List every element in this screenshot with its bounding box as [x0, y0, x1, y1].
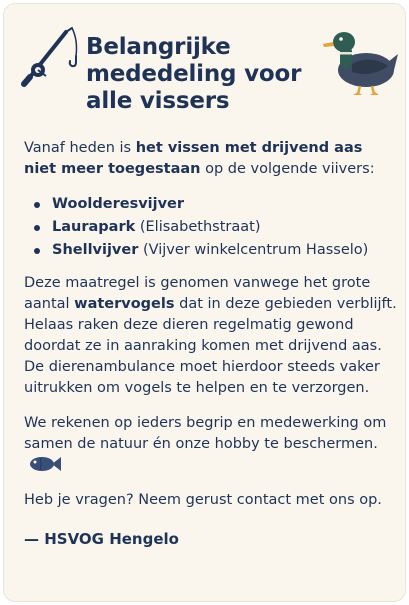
fish-icon: [28, 455, 62, 473]
signature: — HSVOG Hengelo: [24, 530, 179, 548]
fishing-rod-icon: [18, 26, 82, 90]
header: [4, 4, 405, 134]
contact-paragraph: Heb je vragen? Neem gerust contact met ons op.: [24, 492, 382, 508]
page-title: Belangrijke mededeling voor alle vissers: [86, 34, 302, 114]
notice-card: [3, 3, 406, 602]
notice-body: [24, 138, 399, 550]
appeal-paragraph: We rekenen op ieders begrip en medewerking om samen de natuur én onze hobby te beschermen.: [24, 413, 399, 476]
bullet-icon: [34, 248, 40, 254]
list-item: Shellvijver (Vijver winkelcentrum Hasselo): [24, 240, 399, 261]
intro-paragraph: Vanaf heden is het vissen met drijvend aas niet meer toegestaan op de volgende viivers:: [24, 140, 375, 177]
list-item: Woolderesvijver: [24, 194, 399, 215]
reason-emphasis: watervogels: [74, 296, 175, 312]
pond-list: [24, 194, 399, 261]
duck-icon: [322, 26, 398, 100]
list-item: Laurapark (Elisabethstraat): [24, 217, 399, 238]
reason-paragraph: Deze maatregel is genomen vanwege het grote aantal watervogels dat in deze gebieden verblijft. Helaas raken deze dieren regelmatig gewond doordat ze in aanraking komen met drijvend aas. De dierenambulance moet hierdoor steeds vaker uitrukken om vogels te helpen en te verzorgen.: [24, 275, 397, 396]
bullet-icon: [34, 225, 40, 231]
bullet-icon: [34, 202, 40, 208]
intro-emphasis: het vissen met drijvend aas niet meer toegestaan: [24, 140, 363, 177]
